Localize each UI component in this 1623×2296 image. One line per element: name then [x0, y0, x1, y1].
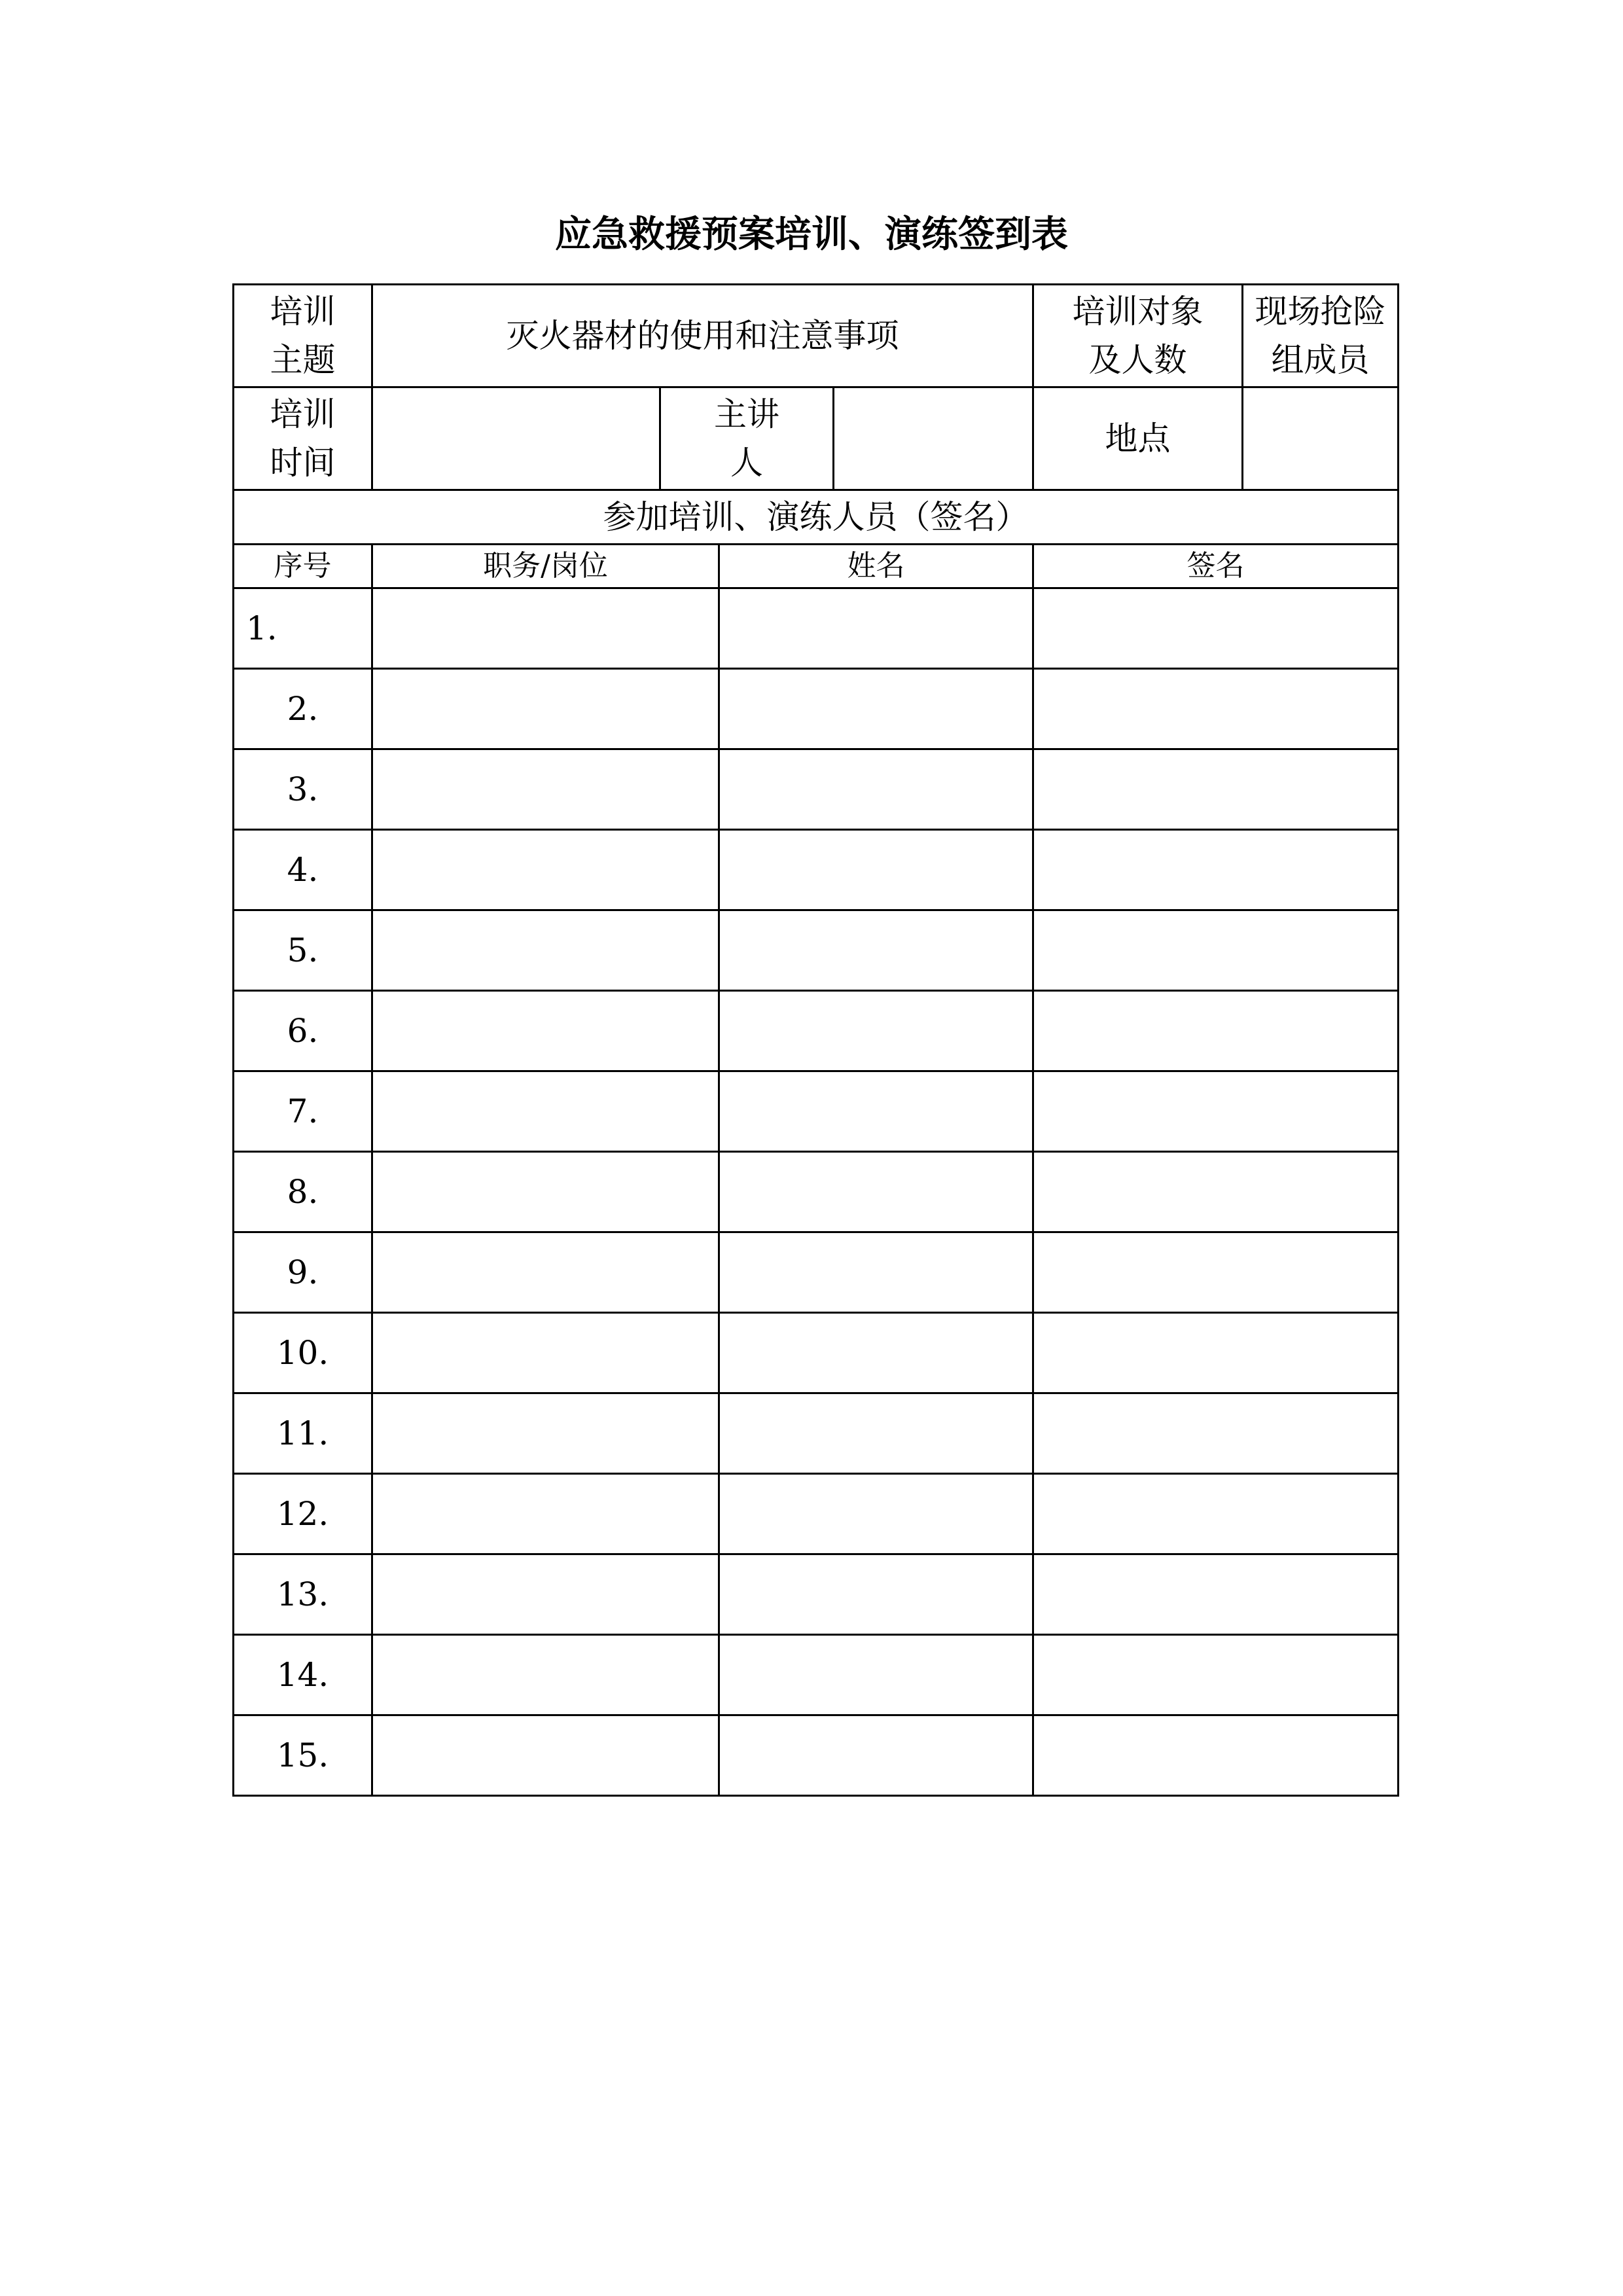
row-index: 10. — [234, 1313, 372, 1393]
signature-cell[interactable] — [1033, 1393, 1399, 1474]
position-cell[interactable] — [372, 830, 719, 910]
row-index: 1. — [234, 588, 372, 669]
name-cell[interactable] — [719, 1232, 1033, 1313]
table-row — [234, 991, 1399, 1071]
position-cell[interactable] — [372, 1313, 719, 1393]
speaker-value[interactable] — [834, 387, 1033, 490]
name-cell[interactable] — [719, 1313, 1033, 1393]
signature-cell[interactable] — [1033, 1071, 1399, 1152]
name-cell[interactable] — [719, 1554, 1033, 1635]
row-index: 11. — [234, 1393, 372, 1474]
position-cell[interactable] — [372, 669, 719, 749]
table-row — [234, 1152, 1399, 1232]
signature-cell[interactable] — [1033, 1313, 1399, 1393]
table-row — [234, 1474, 1399, 1554]
location-value[interactable] — [1243, 387, 1399, 490]
audience-value[interactable]: 现场抢险 组成员 — [1243, 285, 1399, 387]
table-row — [234, 588, 1399, 669]
name-cell[interactable] — [719, 1635, 1033, 1715]
position-cell[interactable] — [372, 1474, 719, 1554]
section-row — [234, 490, 1399, 545]
position-cell[interactable] — [372, 1152, 719, 1232]
row-index: 7. — [234, 1071, 372, 1152]
name-cell[interactable] — [719, 1152, 1033, 1232]
column-header-signature: 签名 — [1033, 545, 1399, 588]
position-cell[interactable] — [372, 1715, 719, 1796]
row-index: 4. — [234, 830, 372, 910]
signature-cell[interactable] — [1033, 1715, 1399, 1796]
sign-in-table — [232, 283, 1399, 1797]
table-row — [234, 1232, 1399, 1313]
signature-cell[interactable] — [1033, 991, 1399, 1071]
row-index: 3. — [234, 749, 372, 830]
column-header-row — [234, 545, 1399, 588]
signature-cell[interactable] — [1033, 1635, 1399, 1715]
table-row — [234, 749, 1399, 830]
signature-cell[interactable] — [1033, 1232, 1399, 1313]
position-cell[interactable] — [372, 910, 719, 991]
row-index: 13. — [234, 1554, 372, 1635]
position-cell[interactable] — [372, 1554, 719, 1635]
column-header-name: 姓名 — [719, 545, 1033, 588]
signature-cell[interactable] — [1033, 1474, 1399, 1554]
row-index: 2. — [234, 669, 372, 749]
signature-cell[interactable] — [1033, 1152, 1399, 1232]
location-label: 地点 — [1033, 387, 1243, 490]
position-cell[interactable] — [372, 588, 719, 669]
table-row — [234, 1313, 1399, 1393]
row-index: 9. — [234, 1232, 372, 1313]
signature-cell[interactable] — [1033, 910, 1399, 991]
name-cell[interactable] — [719, 910, 1033, 991]
speaker-label: 主讲 人 — [660, 387, 834, 490]
name-cell[interactable] — [719, 830, 1033, 910]
name-cell[interactable] — [719, 1474, 1033, 1554]
name-cell[interactable] — [719, 1071, 1033, 1152]
attendance-rows — [234, 588, 1399, 1796]
name-cell[interactable] — [719, 749, 1033, 830]
signature-cell[interactable] — [1033, 749, 1399, 830]
name-cell[interactable] — [719, 1715, 1033, 1796]
position-cell[interactable] — [372, 1393, 719, 1474]
table-row — [234, 1715, 1399, 1796]
audience-label: 培训对象 及人数 — [1033, 285, 1243, 387]
signature-cell[interactable] — [1033, 588, 1399, 669]
position-cell[interactable] — [372, 991, 719, 1071]
table-row — [234, 1554, 1399, 1635]
name-cell[interactable] — [719, 588, 1033, 669]
row-index: 5. — [234, 910, 372, 991]
topic-label: 培训 主题 — [234, 285, 372, 387]
page-title: 应急救援预案培训、演练签到表 — [555, 213, 1068, 256]
topic-value[interactable]: 灭火器材的使用和注意事项 — [372, 285, 1033, 387]
topic-row — [234, 285, 1399, 387]
table-row — [234, 1071, 1399, 1152]
position-cell[interactable] — [372, 1635, 719, 1715]
time-value[interactable] — [372, 387, 660, 490]
name-cell[interactable] — [719, 1393, 1033, 1474]
table-row — [234, 830, 1399, 910]
section-title: 参加培训、演练人员（签名） — [234, 490, 1399, 545]
signature-cell[interactable] — [1033, 1554, 1399, 1635]
row-index: 6. — [234, 991, 372, 1071]
name-cell[interactable] — [719, 991, 1033, 1071]
signature-cell[interactable] — [1033, 669, 1399, 749]
column-header-position: 职务/岗位 — [372, 545, 719, 588]
signature-cell[interactable] — [1033, 830, 1399, 910]
table-row — [234, 1635, 1399, 1715]
row-index: 8. — [234, 1152, 372, 1232]
position-cell[interactable] — [372, 1071, 719, 1152]
table-row — [234, 910, 1399, 991]
table-row — [234, 669, 1399, 749]
row-index: 15. — [234, 1715, 372, 1796]
position-cell[interactable] — [372, 749, 719, 830]
time-row — [234, 387, 1399, 490]
position-cell[interactable] — [372, 1232, 719, 1313]
table-row — [234, 1393, 1399, 1474]
row-index: 14. — [234, 1635, 372, 1715]
row-index: 12. — [234, 1474, 372, 1554]
name-cell[interactable] — [719, 669, 1033, 749]
column-header-index: 序号 — [234, 545, 372, 588]
time-label: 培训 时间 — [234, 387, 372, 490]
